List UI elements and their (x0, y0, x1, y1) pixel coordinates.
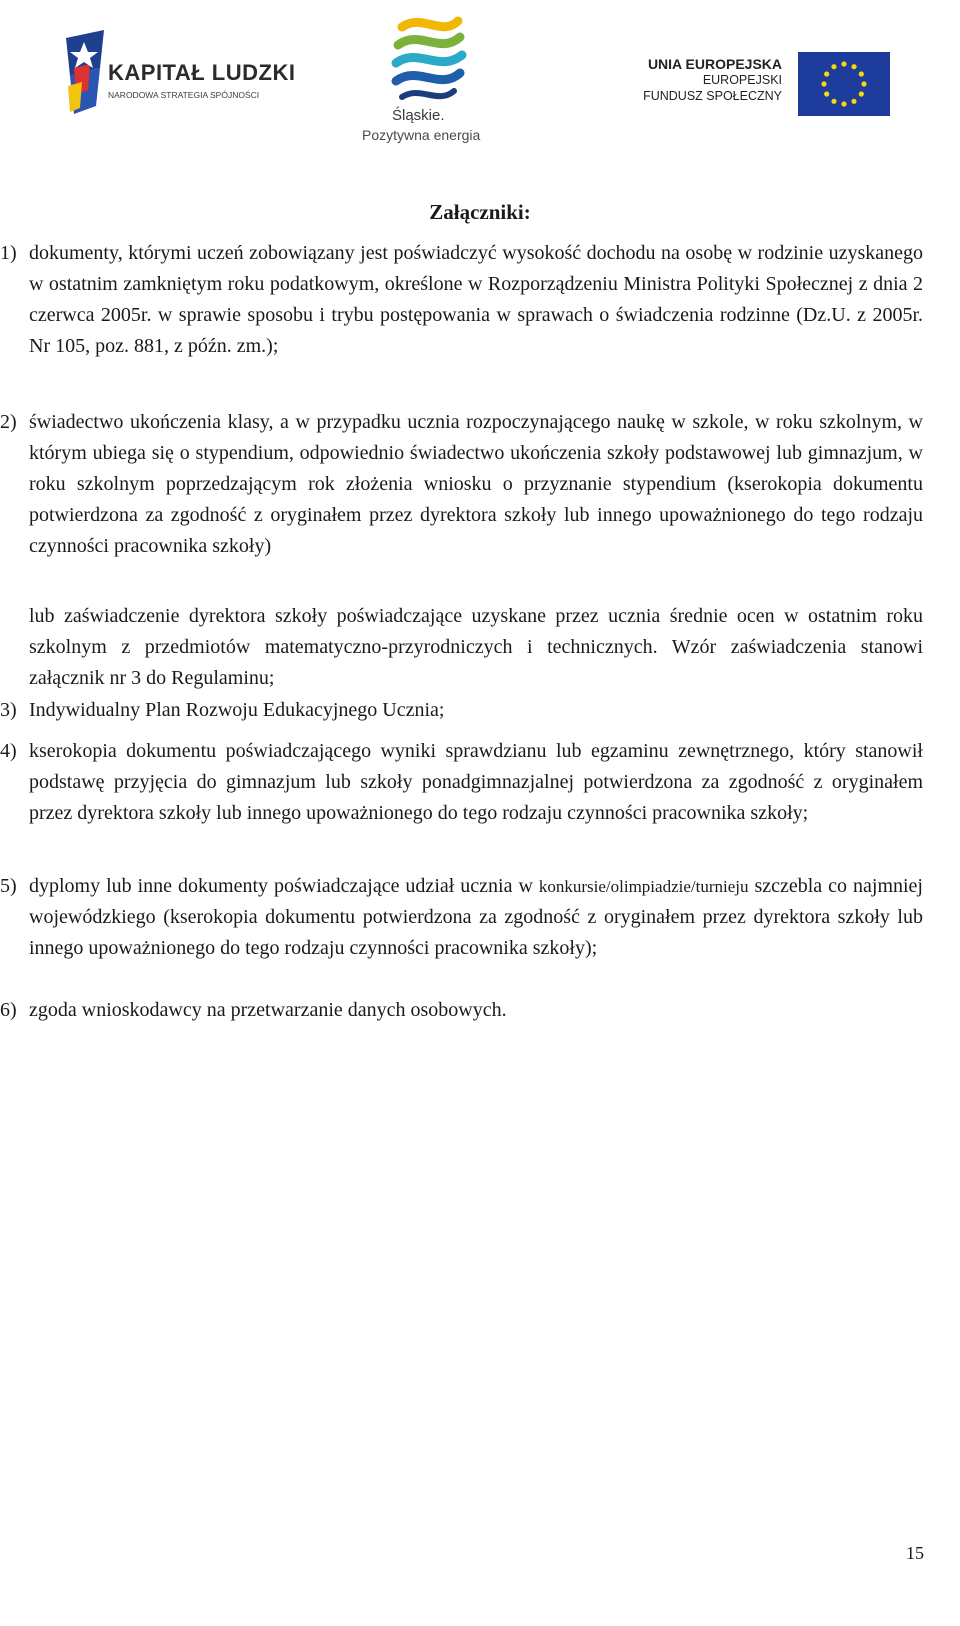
slaskie-name: Śląskie. (392, 107, 445, 124)
page-number: 15 (906, 1543, 924, 1563)
logo-bar (0, 0, 960, 150)
list-item-text-small: konkursie/olimpiadzie/turnieju (538, 877, 749, 896)
list-item-continuation: lub zaświadczenie dyrektora szkoły poświadczające uzyskane przez ucznia średnie ocen w ostatnim roku szkolnym z przedmiotów matematyczno-przyrodniczych i technicznych. Wzór zaświadczenia stanowi załącznik nr 3 do Regulaminu; (29, 605, 923, 689)
ue-line-3: FUNDUSZ SPOŁECZNY (643, 89, 782, 103)
ue-line-1: UNIA EUROPEJSKA (647, 56, 782, 72)
list-item-text (29, 871, 923, 964)
list-item-number: 6) (0, 999, 17, 1021)
slaskie-tagline: Pozytywna energia (362, 127, 481, 143)
list-item (0, 695, 960, 726)
list-item-number: 3) (0, 699, 17, 721)
list-item-number: 4) (0, 740, 17, 762)
list-item (0, 736, 960, 829)
kapital-ludzki-emblem-icon (60, 28, 110, 138)
list-item-text-part-a: dyplomy lub inne dokumenty poświadczające udział ucznia w (29, 875, 539, 897)
slaskie-waves-icon (362, 15, 502, 107)
list-item (0, 407, 960, 562)
kapital-ludzki-subtitle: NARODOWA STRATEGIA SPÓJNOŚCI (108, 90, 260, 100)
list-item-number: 2) (0, 411, 17, 433)
list-item-number: 5) (0, 875, 17, 897)
list-item-text-part-b: szczebla co najmniej wojewódzkiego (kserokopia dokumentu potwierdzona za zgodność z oryginałem przez dyrektora szkoły lub innego upoważnionego do tego rodzaju czynności pracownika szkoły); (29, 875, 923, 959)
list-item (0, 995, 960, 1026)
list-item-text: świadectwo ukończenia klasy, a w przypadku ucznia rozpoczynającego naukę w szkole, w roku szkolnym, w którym ubiega się o stypendium, odpowiednio świadectwo ukończenia szkoły podstawowej lub gimnazjum, w roku szkolnym poprzedzającym rok złożenia wniosku o przyznanie stypendium (kserokopia dokumentu potwierdzona za zgodność z oryginałem przez dyrektora szkoły lub innego upoważnionego do tego rodzaju czynności pracownika szkoły) (29, 411, 923, 557)
slaskie-logo (362, 15, 502, 145)
list-item-text: zgoda wnioskodawcy na przetwarzanie danych osobowych. (29, 999, 507, 1021)
ue-text-block (612, 56, 782, 104)
kapital-ludzki-logo (60, 28, 296, 138)
list-item-text: dokumenty, którymi uczeń zobowiązany jest poświadczyć wysokość dochodu na osobę w rodzinie uzyskanego w ostatnim zamkniętym roku podatkowym, określone w Rozporządzeniu Ministra Polityki Społecznej z dnia 2 czerwca 2005r. w sprawie sposobu i trybu postępowania w sprawach o świadczenia rodzinne (Dz.U. z 2005r. Nr 105, poz. 881, z późn. zm.); (29, 242, 923, 357)
page-title: Załączniki: (429, 200, 531, 224)
list-item-number: 1) (0, 242, 17, 264)
kapital-ludzki-title: KAPITAŁ LUDZKI (108, 60, 296, 85)
list-item-text: kserokopia dokumentu poświadczającego wyniki sprawdzianu lub egzaminu zewnętrznego, który stanowił podstawę przyjęcia do gimnazjum lub szkoły ponadgimnazjalnej potwierdzona za zgodność z oryginałem przez dyrektora szkoły lub innego upoważnionego do tego rodzaju czynności pracownika szkoły; (29, 740, 923, 824)
eu-flag-icon (798, 52, 890, 116)
list-item (0, 238, 960, 362)
unia-europejska-logo (612, 24, 912, 134)
list-item-text: Indywidualny Plan Rozwoju Edukacyjnego Ucznia; (29, 699, 445, 721)
list-item (0, 871, 960, 964)
ue-line-2: EUROPEJSKI (702, 73, 782, 87)
